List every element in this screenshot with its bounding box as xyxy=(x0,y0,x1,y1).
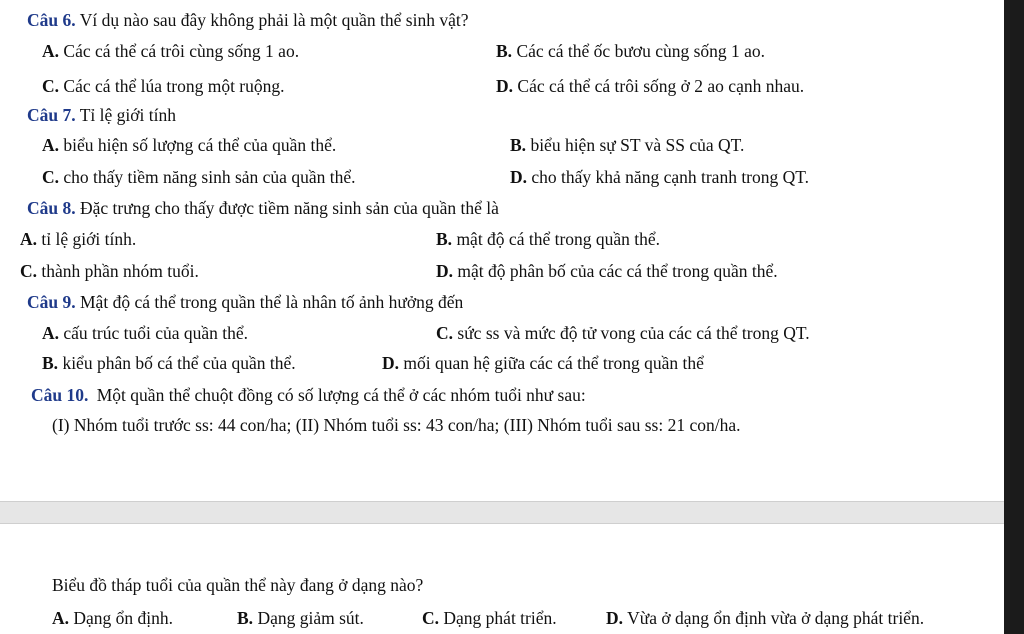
option-text: kiểu phân bố cá thể của quần thể. xyxy=(62,353,296,373)
option-text: Dạng ổn định. xyxy=(73,608,174,628)
option-a xyxy=(42,134,336,156)
option-text: tỉ lệ giới tính. xyxy=(41,229,137,249)
page-separator xyxy=(0,501,1004,524)
question-label: Câu 7. xyxy=(27,105,76,125)
question-text: Đặc trưng cho thấy được tiềm năng sinh sản của quần thể là xyxy=(80,198,499,218)
option-label: A. xyxy=(42,41,60,61)
option-text: Các cá thể cá trôi cùng sống 1 ao. xyxy=(63,41,300,61)
option-text: Các cá thể ốc bươu cùng sống 1 ao. xyxy=(516,41,766,61)
option-label: D. xyxy=(436,261,454,281)
option-text: mối quan hệ giữa các cá thể trong quần thể xyxy=(403,353,704,373)
option-a xyxy=(42,40,299,62)
option-text: mật độ cá thể trong quần thể. xyxy=(456,229,661,249)
option-text: cấu trúc tuổi của quần thể. xyxy=(63,323,249,343)
option-text: cho thấy khả năng cạnh tranh trong QT. xyxy=(531,167,810,187)
option-label: C. xyxy=(436,323,454,343)
age-groups-text: (I) Nhóm tuổi trước ss: 44 con/ha; (II) Nhóm tuổi ss: 43 con/ha; (III) Nhóm tuổi sau ss: 21 con/ha. xyxy=(52,415,741,435)
option-label: C. xyxy=(20,261,38,281)
question-7 xyxy=(27,104,176,126)
option-c xyxy=(422,607,557,629)
option-label: A. xyxy=(42,135,60,155)
question-6 xyxy=(27,9,469,31)
option-c xyxy=(42,75,285,97)
option-a xyxy=(20,228,136,250)
option-c xyxy=(436,322,810,344)
question-label: Câu 9. xyxy=(27,292,76,312)
option-b xyxy=(42,352,296,374)
question-text: Ví dụ nào sau đây không phải là một quần thể sinh vật? xyxy=(79,10,469,30)
question-8 xyxy=(27,197,499,219)
option-text: biểu hiện sự ST và SS của QT. xyxy=(530,135,745,155)
option-label: A. xyxy=(20,229,38,249)
question-10-prompt: Biểu đồ tháp tuổi của quần thể này đang ở dạng nào? xyxy=(52,575,424,595)
question-label: Câu 6. xyxy=(27,10,76,30)
option-d xyxy=(382,352,704,374)
option-c xyxy=(20,260,199,282)
question-text: Mật độ cá thể trong quần thể là nhân tố ảnh hưởng đến xyxy=(80,292,464,312)
option-b xyxy=(436,228,660,250)
option-label: D. xyxy=(510,167,528,187)
question-label: Câu 10. xyxy=(31,385,89,405)
option-text: mật độ phân bố của các cá thể trong quần thể. xyxy=(457,261,778,281)
option-label: D. xyxy=(382,353,400,373)
question-label: Câu 8. xyxy=(27,198,76,218)
dark-edge xyxy=(1004,0,1024,634)
option-d xyxy=(510,166,809,188)
option-label: C. xyxy=(42,76,60,96)
option-label: D. xyxy=(496,76,514,96)
option-text: Vừa ở dạng ổn định vừa ở dạng phát triển. xyxy=(627,608,925,628)
option-a xyxy=(52,607,173,629)
option-label: B. xyxy=(436,229,453,249)
option-d xyxy=(606,607,924,629)
option-d xyxy=(436,260,778,282)
option-text: Dạng phát triển. xyxy=(443,608,557,628)
option-text: thành phần nhóm tuổi. xyxy=(41,261,199,281)
option-label: C. xyxy=(42,167,60,187)
option-label: A. xyxy=(52,608,70,628)
option-text: Các cá thể cá trôi sống ở 2 ao cạnh nhau. xyxy=(517,76,805,96)
option-a xyxy=(42,322,248,344)
option-label: B. xyxy=(237,608,254,628)
option-text: biểu hiện số lượng cá thể của quần thể. xyxy=(63,135,337,155)
question-text: Một quần thể chuột đồng có số lượng cá thể ở các nhóm tuổi như sau: xyxy=(96,385,586,405)
option-label: B. xyxy=(496,41,513,61)
option-label: B. xyxy=(42,353,59,373)
option-text: sức ss và mức độ tử vong của các cá thể trong QT. xyxy=(457,323,810,343)
option-label: A. xyxy=(42,323,60,343)
option-label: C. xyxy=(422,608,440,628)
question-text: Tỉ lệ giới tính xyxy=(79,105,176,125)
option-label: D. xyxy=(606,608,624,628)
option-d xyxy=(496,75,804,97)
option-b xyxy=(237,607,364,629)
question-9 xyxy=(27,291,463,313)
option-label: B. xyxy=(510,135,527,155)
option-b xyxy=(510,134,744,156)
option-c xyxy=(42,166,355,188)
option-text: cho thấy tiềm năng sinh sản của quần thể. xyxy=(63,167,356,187)
option-b xyxy=(496,40,765,62)
option-text: Các cá thể lúa trong một ruộng. xyxy=(63,76,285,96)
option-text: Dạng giảm sút. xyxy=(257,608,364,628)
question-10 xyxy=(31,384,586,406)
